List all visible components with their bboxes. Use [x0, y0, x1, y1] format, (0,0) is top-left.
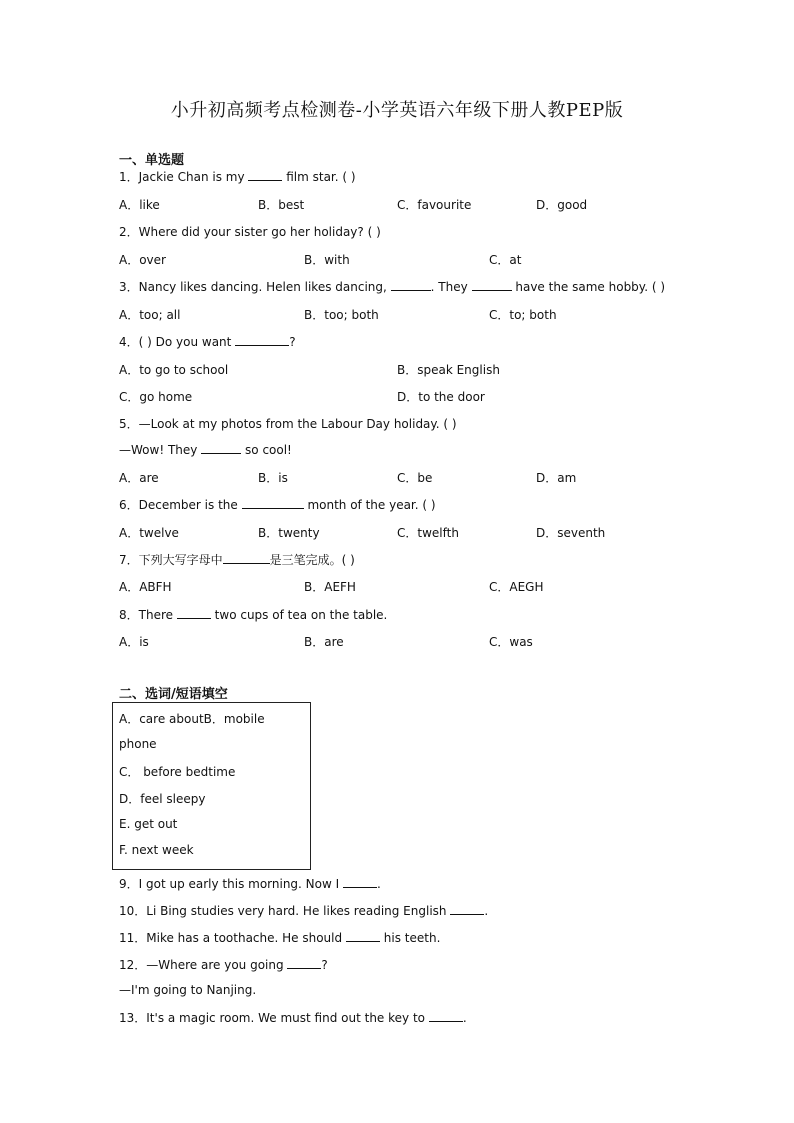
answer-blank: [177, 607, 211, 619]
question-8-option-a: A．is: [119, 635, 149, 649]
question-10: [119, 902, 488, 919]
word-bank-item: D．feel sleepy: [119, 792, 206, 806]
answer-blank: [242, 497, 304, 509]
question-2-option-c: C．at: [489, 253, 522, 267]
question-7-text-before: 7．下列大写字母中: [119, 553, 223, 567]
question-13-text-before: 13．It's a magic room. We must find out the key to: [119, 1011, 425, 1025]
question-6: [119, 496, 436, 513]
question-11: [119, 929, 440, 946]
question-13: [119, 1009, 467, 1026]
question-6-option-a: A．twelve: [119, 526, 179, 540]
answer-blank: [248, 169, 282, 181]
question-11-text-after: his teeth.: [383, 931, 441, 945]
question-5-option-b: B．is: [258, 471, 288, 485]
question-1: [119, 168, 356, 185]
word-bank-item: C． before bedtime: [119, 765, 236, 779]
question-4-option-b: B．speak English: [397, 363, 500, 377]
question-4-option-d: D．to the door: [397, 390, 485, 404]
question-4-option-c: C．go home: [119, 390, 193, 404]
word-bank-item: E. get out: [119, 817, 178, 831]
question-8-text-after: two cups of tea on the table.: [214, 608, 388, 622]
answer-blank: [450, 903, 484, 915]
question-3-option-c: C．to; both: [489, 308, 557, 322]
answer-blank: [343, 876, 377, 888]
question-6-option-b: B．twenty: [258, 526, 320, 540]
word-bank-item: F. next week: [119, 843, 194, 857]
answer-blank: [429, 1010, 463, 1022]
word-bank-item: phone: [119, 737, 157, 751]
question-4: [119, 333, 296, 350]
question-12-reply: —I'm going to Nanjing.: [119, 983, 257, 997]
question-2: 2．Where did your sister go her holiday? ( ): [119, 225, 381, 239]
question-5-reply-before: —Wow! They: [119, 443, 198, 457]
question-11-text-before: 11．Mike has a toothache. He should: [119, 931, 343, 945]
question-3-option-b: B．too; both: [304, 308, 379, 322]
answer-blank: [472, 279, 512, 291]
question-13-text-after: .: [462, 1011, 467, 1025]
answer-blank: [346, 930, 380, 942]
question-1-option-a: A．like: [119, 198, 160, 212]
question-3-option-a: A．too; all: [119, 308, 181, 322]
question-1-text-after: film star. ( ): [286, 170, 356, 184]
question-5-option-c: C．be: [397, 471, 433, 485]
question-3-text-before: 3．Nancy likes dancing. Helen likes dancing,: [119, 280, 387, 294]
question-5: 5．—Look at my photos from the Labour Day holiday. ( ): [119, 417, 457, 431]
question-8: [119, 606, 387, 623]
question-3: [119, 278, 665, 295]
answer-blank: [235, 334, 289, 346]
question-9-text-before: 9．I got up early this morning. Now I: [119, 877, 340, 891]
word-bank-item: A．care aboutB．mobile: [119, 712, 265, 726]
question-5-option-a: A．are: [119, 471, 159, 485]
question-2-option-a: A．over: [119, 253, 166, 267]
question-7: [119, 551, 355, 568]
question-3-text-middle: . They: [430, 280, 468, 294]
question-1-text-before: 1．Jackie Chan is my: [119, 170, 245, 184]
question-6-option-d: D．seventh: [536, 526, 606, 540]
answer-blank: [201, 442, 241, 454]
question-4-text-after: ?: [289, 335, 296, 349]
question-9-text-after: .: [377, 877, 381, 891]
question-8-option-c: C．was: [489, 635, 533, 649]
question-8-text-before: 8．There: [119, 608, 174, 622]
question-12: [119, 956, 328, 973]
question-7-option-c: C．AEGH: [489, 580, 544, 594]
question-7-option-b: B．AEFH: [304, 580, 356, 594]
question-2-option-b: B．with: [304, 253, 350, 267]
answer-blank: [223, 552, 270, 564]
answer-blank: [391, 279, 431, 291]
question-4-option-a: A．to go to school: [119, 363, 229, 377]
question-7-option-a: A．ABFH: [119, 580, 172, 594]
question-5-reply-after: so cool!: [245, 443, 292, 457]
question-7-text-after: 是三笔完成。( ): [269, 553, 355, 567]
question-6-text-before: 6．December is the: [119, 498, 238, 512]
question-1-option-d: D．good: [536, 198, 588, 212]
question-6-option-c: C．twelfth: [397, 526, 459, 540]
answer-blank: [287, 957, 321, 969]
question-12-text-before: 12．—Where are you going: [119, 958, 284, 972]
section-heading-word-fill: 二、选词/短语填空: [119, 687, 228, 702]
question-5-option-d: D．am: [536, 471, 577, 485]
question-1-option-b: B．best: [258, 198, 305, 212]
page-title: 小升初高频考点检测卷-小学英语六年级下册人教PEP版: [170, 100, 624, 121]
question-10-text-before: 10．Li Bing studies very hard. He likes reading English: [119, 904, 447, 918]
question-3-text-after: have the same hobby. ( ): [515, 280, 665, 294]
question-6-text-after: month of the year. ( ): [307, 498, 436, 512]
question-8-option-b: B．are: [304, 635, 344, 649]
section-heading-single-choice: 一、单选题: [119, 153, 185, 168]
question-5-reply: [119, 442, 292, 457]
question-10-text-after: .: [484, 904, 489, 918]
question-9: [119, 875, 381, 892]
question-1-option-c: C．favourite: [397, 198, 472, 212]
question-4-text-before: 4．( ) Do you want: [119, 335, 232, 349]
question-12-text-after: ?: [321, 958, 328, 972]
